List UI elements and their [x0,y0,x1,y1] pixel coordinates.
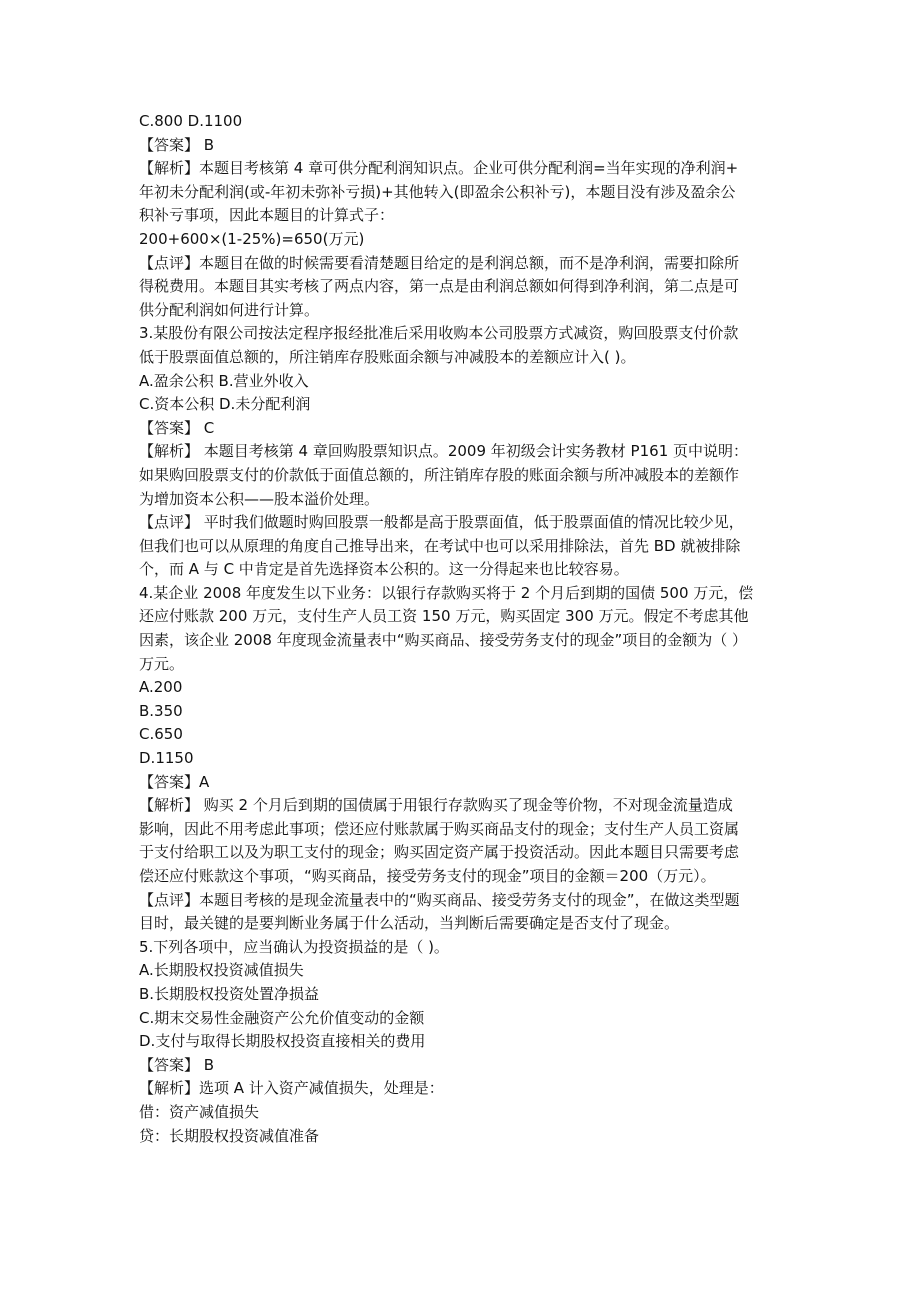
text-line: A.长期股权投资减值损失 [139,961,304,980]
text-line: 借：资产减值损失 [139,1102,260,1121]
text-line: 【解析】 本题目考核第 4 章回购股票知识点。2009 年初级会计实务教材 P161 页中说明： [139,442,749,461]
text-line: 【答案】 B [139,135,215,154]
text-line: 还应付账款 200 万元，支付生产人员工资 150 万元，购买固定 300 万元。假定不考虑其他 [139,607,749,626]
text-line: 200+600×(1-25%)=650(万元) [139,229,365,248]
text-line: 偿还应付账款这个事项，“购买商品，接受劳务支付的现金”项目的金额＝200（万元）。 [139,867,716,885]
text-line: 【解析】 购买 2 个月后到期的国债属于用银行存款购买了现金等价物，不对现金流量造成 [139,796,733,815]
document-page [139,110,799,1148]
text-line: B.长期股权投资处置净损益 [139,984,320,1003]
text-line: 5.下列各项中，应当确认为投资损益的是（ )。 [139,937,449,956]
text-line: 如果购回股票支付的价款低于面值总额的，所注销库存股的账面余额与所冲减股本的差额作 [139,465,740,484]
text-line: 万元。 [139,654,185,673]
text-line: A.200 [139,678,183,697]
text-line: 年初未分配利润(或-年初未弥补亏损)+其他转入(即盈余公积补亏)，本题目没有涉及盈余公 [139,182,736,201]
text-line: C.期末交易性金融资产公允价值变动的金额 [139,1008,425,1027]
text-line: B.350 [139,701,183,720]
text-line: 影响，因此不用考虑此事项；偿还应付账款属于购买商品支付的现金；支付生产人员工资属 [139,819,740,838]
text-line: C.650 [139,725,183,744]
text-line: A.盈余公积 B.营业外收入 [139,371,309,390]
text-line: 低于股票面值总额的，所注销库存股账面余额与冲减股本的差额应计入( )。 [139,347,636,366]
text-line: 【解析】选项 A 计入资产减值损失，处理是： [139,1079,444,1098]
text-line: 因素，该企业 2008 年度现金流量表中“购买商品、接受劳务支付的现金”项目的金额为（ ） [139,631,748,650]
text-line: D.支付与取得长期股权投资直接相关的费用 [139,1032,426,1051]
text-line: 供分配利润如何进行计算。 [139,300,320,319]
text-line: C.800 D.1100 [139,112,243,130]
text-line: 目时，最关键的是要判断业务属于什么活动，当判断后需要确定是否支付了现金。 [139,914,680,933]
text-line: 贷：长期股权投资减值准备 [139,1126,320,1145]
text-line: 3.某股份有限公司按法定程序报经批准后采用收购本公司股票方式减资，购回股票支付价款 [139,324,739,343]
text-line: 【解析】本题目考核第 4 章可供分配利润知识点。企业可供分配利润=当年实现的净利润+ [139,159,739,178]
text-line: 【答案】 B [139,1055,215,1074]
text-line: 积补亏事项，因此本题目的计算式子： [139,206,395,225]
text-line: C.资本公积 D.未分配利润 [139,395,311,414]
text-line: 为增加资本公积——股本溢价处理。 [139,489,380,508]
text-line: 【点评】 平时我们做题时购回股票一般都是高于股票面值，低于股票面值的情况比较少见， [139,513,744,532]
text-line: 【点评】本题目考核的是现金流量表中的“购买商品、接受劳务支付的现金”，在做这类型题 [139,890,740,909]
text-line: 【答案】 C [139,418,215,437]
text-line: 【答案】A [139,772,210,791]
text-line: 但我们也可以从原理的角度自己推导出来，在考试中也可以采用排除法，首先 BD 就被排除 [139,536,741,555]
text-line: 【点评】本题目在做的时候需要看清楚题目给定的是利润总额，而不是净利润，需要扣除所 [139,253,740,272]
text-line: 个，而 A 与 C 中肯定是首先选择资本公积的。这一分得起来也比较容易。 [139,560,629,579]
text-line: 得税费用。本题目其实考核了两点内容，第一点是由利润总额如何得到净利润，第二点是可 [139,277,740,296]
text-line: 于支付给职工以及为职工支付的现金；购买固定资产属于投资活动。因此本题目只需要考虑 [139,843,740,862]
text-line: D.1150 [139,749,194,768]
text-line: 4.某企业 2008 年度发生以下业务：以银行存款购买将于 2 个月后到期的国债 500 万元，偿 [139,583,754,602]
